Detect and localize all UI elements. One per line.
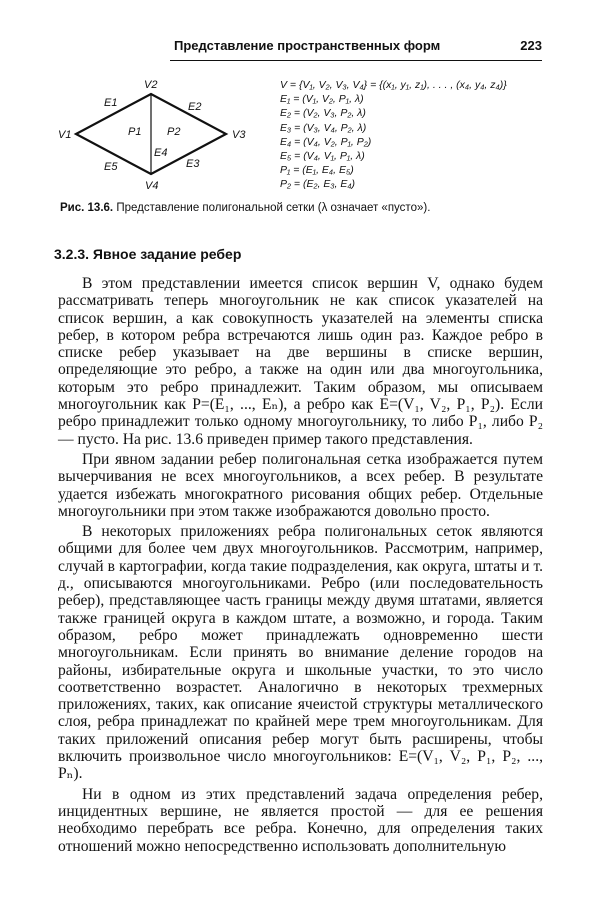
mesh-diagram xyxy=(48,72,268,197)
edge-e2-label: E2 xyxy=(188,101,202,113)
paragraph-1: В этом представлении имеется список вершин V, однако будем рассматривать теперь многоугольник не как список указателей на список вершин, а как совокупность указателей на элементы списка ребер, в котором ребра встречаются лишь один раз. Каждое ребро в списке ребер указывает на две вершины в списке вершин, определяющие это ребро, а также на один или два многоугольника, которым это ребро принадлежит. Таким образом, мы описываем многоугольник как P=(E₁, ..., Eₙ), а ребро как E=(V₁, V₂, P₁, P₂). Если ребро принадлежит только одному многоугольнику, то либо P₁, либо P₂ — пусто. На рис. 13.6 приведен пример такого представления. xyxy=(58,275,543,448)
vertex-v4-label: V4 xyxy=(145,180,159,192)
caption-text: Представление полигональной сетки (λ означает «пусто»). xyxy=(116,202,431,214)
edge-e4-label: E4 xyxy=(154,147,168,159)
caption-label: Рис. 13.6. xyxy=(60,202,114,214)
edge-e1-label: E1 xyxy=(104,97,118,109)
polygon-p1-label: P1 xyxy=(128,126,142,138)
edge-e3-label: E3 xyxy=(186,158,200,170)
mesh-definitions xyxy=(280,78,507,192)
polygon-p2-label: P2 xyxy=(167,126,181,138)
definition-line: E₂ = (V₂, V₃, P₂, λ) xyxy=(280,107,366,120)
definition-line: E₅ = (V₄, V₁, P₁, λ) xyxy=(280,150,365,163)
definition-line: E₁ = (V₁, V₂, P₁, λ) xyxy=(280,93,364,106)
paragraph-3: В некоторых приложениях ребра полигональных сеток являются общими для более чем двух многоугольников. Рассмотрим, например, случай в картографии, когда такие подразделения, как округа, штаты и т. д., описываются многоугольниками. Ребро (или последовательность ребер), представляющее часть границы между двумя штатами, является также границей округа в каждом штате, а возможно, и города. Таким образом, ребро может принадлежать одновременно шести многоугольникам. Если принять во внимание деление городов на районы, избирательные округа и школьные участки, то это число соответственно возрастет. Аналогично в некоторых трехмерных приложениях, таких, как описание ячеистой структуры металлического слоя, ребра принадлежат по крайней мере трем многоугольникам. Для таких приложений описания ребер могут быть расширены, чтобы включить произвольное число многоугольников: E=(V₁, V₂, P₁, P₂, ..., Pₙ). xyxy=(58,523,543,783)
section-heading: 3.2.3. Явное задание ребер xyxy=(54,246,242,262)
definition-line: P₁ = (E₁, E₄, E₅) xyxy=(280,164,354,177)
paragraph-4: Ни в одном из этих представлений задача определения ребер, инцидентных вершине, не является простой — для ее решения необходимо перебрать все ребра. Конечно, для определения таких отношений можно непосредственно использовать дополнительную xyxy=(58,785,543,855)
vertex-v1-label: V1 xyxy=(58,129,72,141)
definition-line: E₄ = (V₄, V₂, P₁, P₂) xyxy=(280,135,372,148)
header-rule xyxy=(170,60,542,61)
figure-caption xyxy=(60,202,430,214)
edge-e5-label: E5 xyxy=(104,161,118,173)
definition-line: E₃ = (V₃, V₄, P₂, λ) xyxy=(280,121,367,134)
running-head-title: Представление пространственных форм xyxy=(174,38,441,53)
vertex-v3-label: V3 xyxy=(232,129,246,141)
paragraph-2: При явном задании ребер полигональная сетка изображается путем вычерчивания не всех многоугольников, а всех ребер. В результате удается избежать многократного рисования общих ребер. Отдельные многоугольники при этом также изображаются довольно просто. xyxy=(58,450,543,520)
definition-line: V = {V₁, V₂, V₃, V₄} = {(x₁, y₁, z₁), . . . , (x₄, y₄, z₄)} xyxy=(280,79,507,91)
vertex-v2-label: V2 xyxy=(144,79,158,91)
page-number: 223 xyxy=(520,38,542,53)
definition-line: P₂ = (E₂, E₃, E₄) xyxy=(280,178,356,191)
body-text xyxy=(58,275,543,858)
